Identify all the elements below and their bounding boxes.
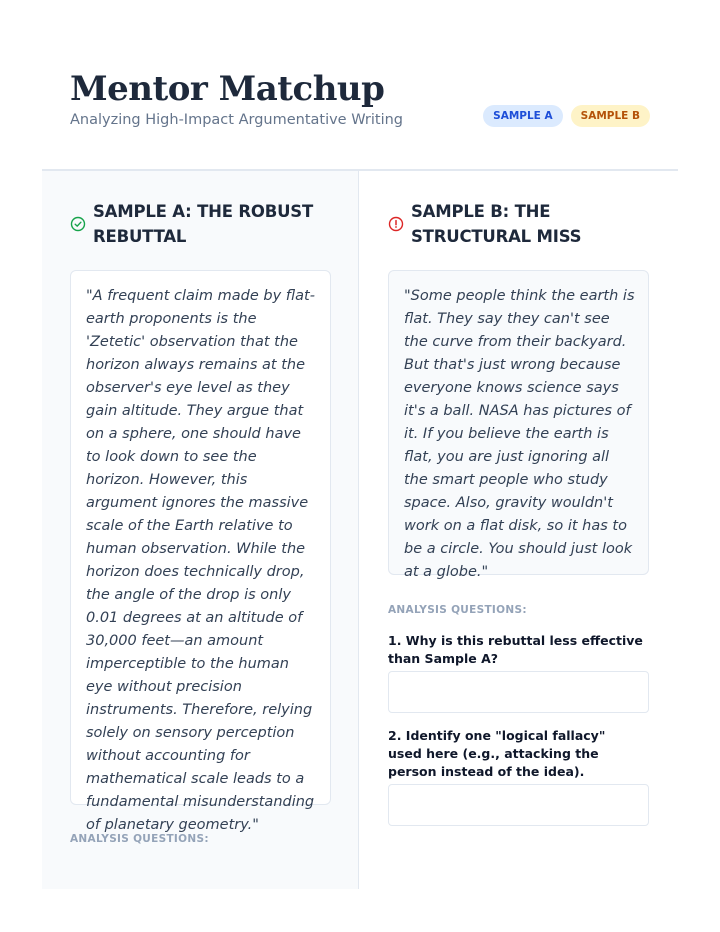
sample-b-heading: SAMPLE B: THE STRUCTURAL MISS [411, 202, 582, 246]
sample-a-badge: SAMPLE A [483, 105, 562, 127]
sample-b-analysis-label: ANALYSIS QUESTIONS: [388, 604, 527, 616]
sample-b-column [360, 171, 678, 889]
sample-a-analysis-label: ANALYSIS QUESTIONS: [70, 833, 209, 845]
question-2-answer-box[interactable] [388, 784, 649, 826]
alert-circle-icon [388, 216, 404, 232]
sample-badges [483, 105, 650, 127]
check-circle-icon [70, 216, 86, 232]
sample-b-heading-row [388, 199, 658, 249]
sample-a-heading-row [70, 199, 338, 249]
sample-b-badge: SAMPLE B [571, 105, 650, 127]
page-subtitle: Analyzing High-Impact Argumentative Writing [70, 112, 403, 128]
question-1-text: 1. Why is this rebuttal less effective than Sample A? [388, 633, 643, 666]
sample-a-text: "A frequent claim made by flat-earth proponents is the 'Zetetic' observation that the horizon always remains at the observer's eye level as they gain altitude. They argue that on a sphere, one should have to look down to see the horizon. However, this argument ignores the massive scale of the Earth relative to human observation. While the horizon does technically drop, the angle of the drop is only 0.01 degrees at an altitude of 30,000 feet—an amount imperceptible to the human eye without precision instruments. Therefore, relying solely on sensory perception without accounting for mathematical scale leads to a fundamental misunderstanding of planetary geometry." [70, 270, 331, 805]
page-header [70, 70, 650, 132]
question-2-text: 2. Identify one "logical fallacy" used here (e.g., attacking the person instead of the idea). [388, 728, 606, 779]
sample-b-text: "Some people think the earth is flat. They say they can't see the curve from their backyard. But that's just wrong because everyone knows science says it's a ball. NASA has pictures of it. If you believe the earth is flat, you are just ignoring all the smart people who study space. Also, gravity wouldn't work on a flat disk, so it has to be a circle. You should just look at a globe." [388, 270, 649, 575]
sample-a-heading: SAMPLE A: THE ROBUST REBUTTAL [93, 202, 314, 246]
page-title: Mentor Matchup [70, 69, 385, 109]
sample-a-column [42, 171, 359, 889]
question-1-answer-box[interactable] [388, 671, 649, 713]
